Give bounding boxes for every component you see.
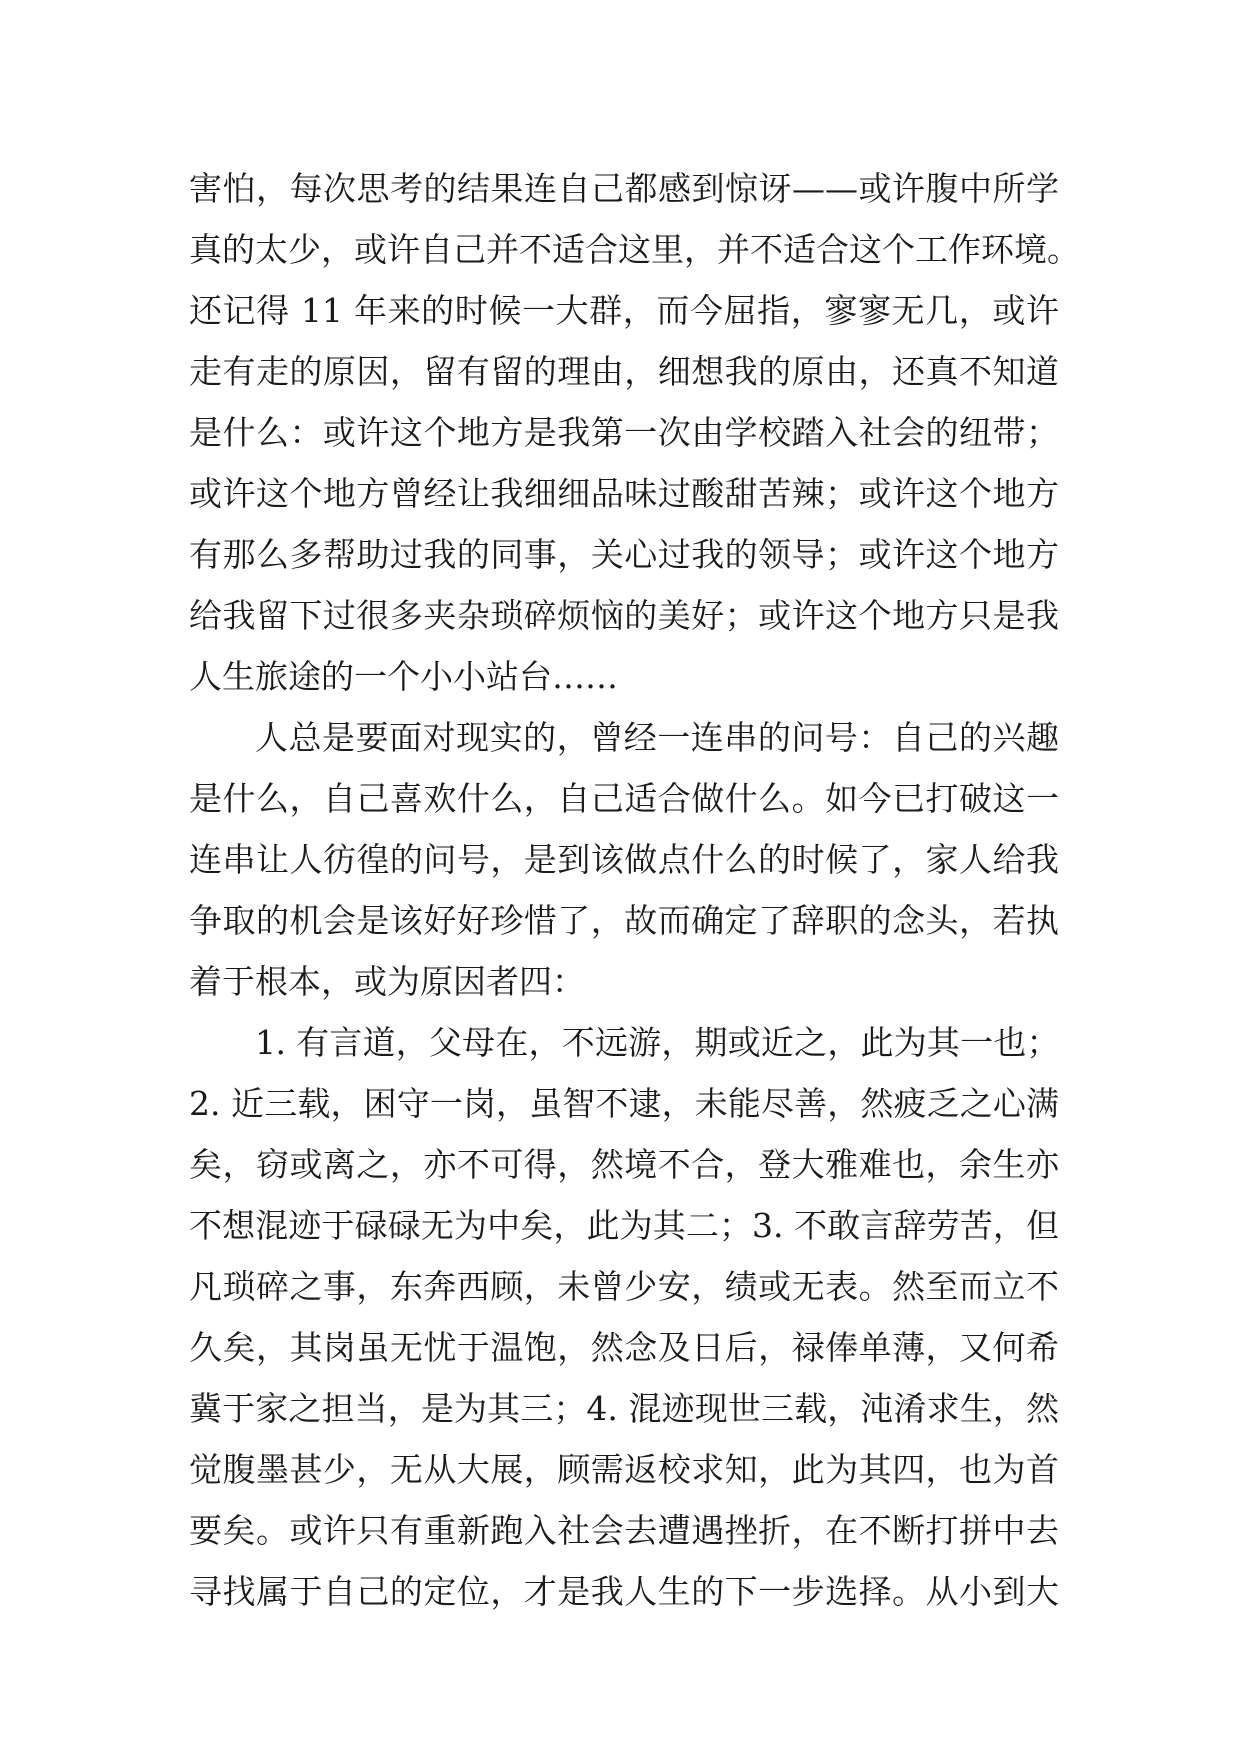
text-line: 寻找属于自己的定位，才是我人生的下一步选择。从小到大 (189, 1572, 1059, 1611)
text-line: 走有走的原因，留有留的理由，细想我的原由，还真不知道 (189, 352, 1059, 391)
text-line: 着于根本，或为原因者四： (189, 962, 585, 1001)
document-body (189, 158, 1080, 1622)
text-line: 连串让人彷徨的问号，是到该做点什么的时候了，家人给我 (189, 840, 1059, 879)
text-line: 害怕，每次思考的结果连自己都感到惊讶——或许腹中所学 (189, 169, 1059, 208)
text-line: 人总是要面对现实的，曾经一连串的问号：自己的兴趣 (255, 718, 1059, 757)
text-line: 真的太少，或许自己并不适合这里，并不适合这个工作环境。 (189, 230, 1080, 269)
text-line: 觉腹墨甚少，无从大展，顾需返校求知，此为其四，也为首 (189, 1450, 1059, 1489)
text-line: 凡琐碎之事，东奔西顾，未曾少安，绩或无表。然至而立不 (189, 1267, 1059, 1306)
text-line: 给我留下过很多夹杂琐碎烦恼的美好；或许这个地方只是我 (189, 596, 1059, 635)
text-line: 是什么，自己喜欢什么，自己适合做什么。如今已打破这一 (189, 779, 1059, 818)
text-line: 还记得 11 年来的时候一大群，而今屈指，寥寥无几，或许 (189, 291, 1059, 330)
text-line: 矣，窃或离之，亦不可得，然境不合，登大雅难也，余生亦 (189, 1145, 1059, 1184)
text-line: 有那么多帮助过我的同事，关心过我的领导；或许这个地方 (189, 535, 1059, 574)
paragraph-1 (189, 158, 1080, 707)
text-line: 久矣，其岗虽无忧于温饱，然念及日后，禄俸单薄，又何希 (189, 1328, 1059, 1367)
text-line: 或许这个地方曾经让我细细品味过酸甜苦辣；或许这个地方 (189, 474, 1059, 513)
paragraph-3 (189, 1012, 1059, 1622)
text-line: 1. 有言道，父母在，不远游，期或近之，此为其一也； (255, 1023, 1059, 1062)
text-line: 2. 近三载，困守一岗，虽智不逮，未能尽善，然疲乏之心满 (189, 1084, 1059, 1123)
text-line: 不想混迹于碌碌无为中矣，此为其二；3. 不敢言辞劳苦，但 (189, 1206, 1059, 1245)
text-line: 人生旅途的一个小小站台…… (189, 657, 618, 696)
text-line: 冀于家之担当，是为其三；4. 混迹现世三载，沌淆求生，然 (189, 1389, 1059, 1428)
text-line: 争取的机会是该好好珍惜了，故而确定了辞职的念头，若执 (189, 901, 1059, 940)
text-line: 是什么：或许这个地方是我第一次由学校踏入社会的纽带； (189, 413, 1059, 452)
text-line: 要矣。或许只有重新跑入社会去遭遇挫折，在不断打拼中去 (189, 1511, 1059, 1550)
paragraph-2 (189, 707, 1059, 1012)
